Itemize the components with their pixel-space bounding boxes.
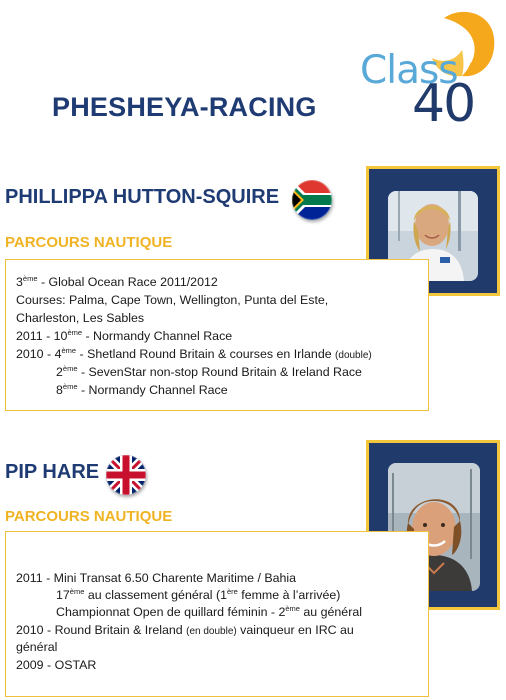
section-label-parcours: PARCOURS NAUTIQUE <box>5 234 173 251</box>
section-label-parcours: PARCOURS NAUTIQUE <box>5 508 173 525</box>
career-line: 3ème - Global Ocean Race 2011/2012 <box>16 274 218 289</box>
career-line: 17ème au classement général (1ère femme à l’arrivée) <box>56 587 341 602</box>
united-kingdom-flag-icon <box>106 455 146 495</box>
career-line: 2010 - 4ème - Shetland Round Britain & courses en Irlande (double) <box>16 346 372 361</box>
career-line: 2ème - SevenStar non-stop Round Britain & Ireland Race <box>56 364 362 379</box>
career-line: général <box>16 640 58 654</box>
page-title: PHESHEYA-RACING <box>52 92 317 122</box>
career-line: 2009 - OSTAR <box>16 658 97 672</box>
career-box <box>5 259 429 411</box>
career-line: 2010 - Round Britain & Ireland (en double) vainqueur en IRC au <box>16 623 354 637</box>
logo-class-text: Class <box>360 48 458 93</box>
career-line: Courses: Palma, Cape Town, Wellington, Punta del Este, <box>16 293 329 307</box>
career-line: 2011 - Mini Transat 6.50 Charente Maritime / Bahia <box>16 571 297 585</box>
logo-number-text: 40 <box>412 74 475 134</box>
class40-logo <box>352 6 498 132</box>
career-line: 2011 - 10ème - Normandy Channel Race <box>16 328 233 343</box>
south-africa-flag-icon <box>292 180 332 220</box>
career-box <box>5 531 429 697</box>
career-line: Charleston, Les Sables <box>16 311 145 325</box>
career-line: Championnat Open de quillard féminin - 2ème au général <box>56 604 362 619</box>
skipper-name: PHILLIPPA HUTTON-SQUIRE <box>5 186 280 208</box>
skipper-name: PIP HARE <box>5 461 100 483</box>
career-line: 8ème - Normandy Channel Race <box>56 382 228 397</box>
